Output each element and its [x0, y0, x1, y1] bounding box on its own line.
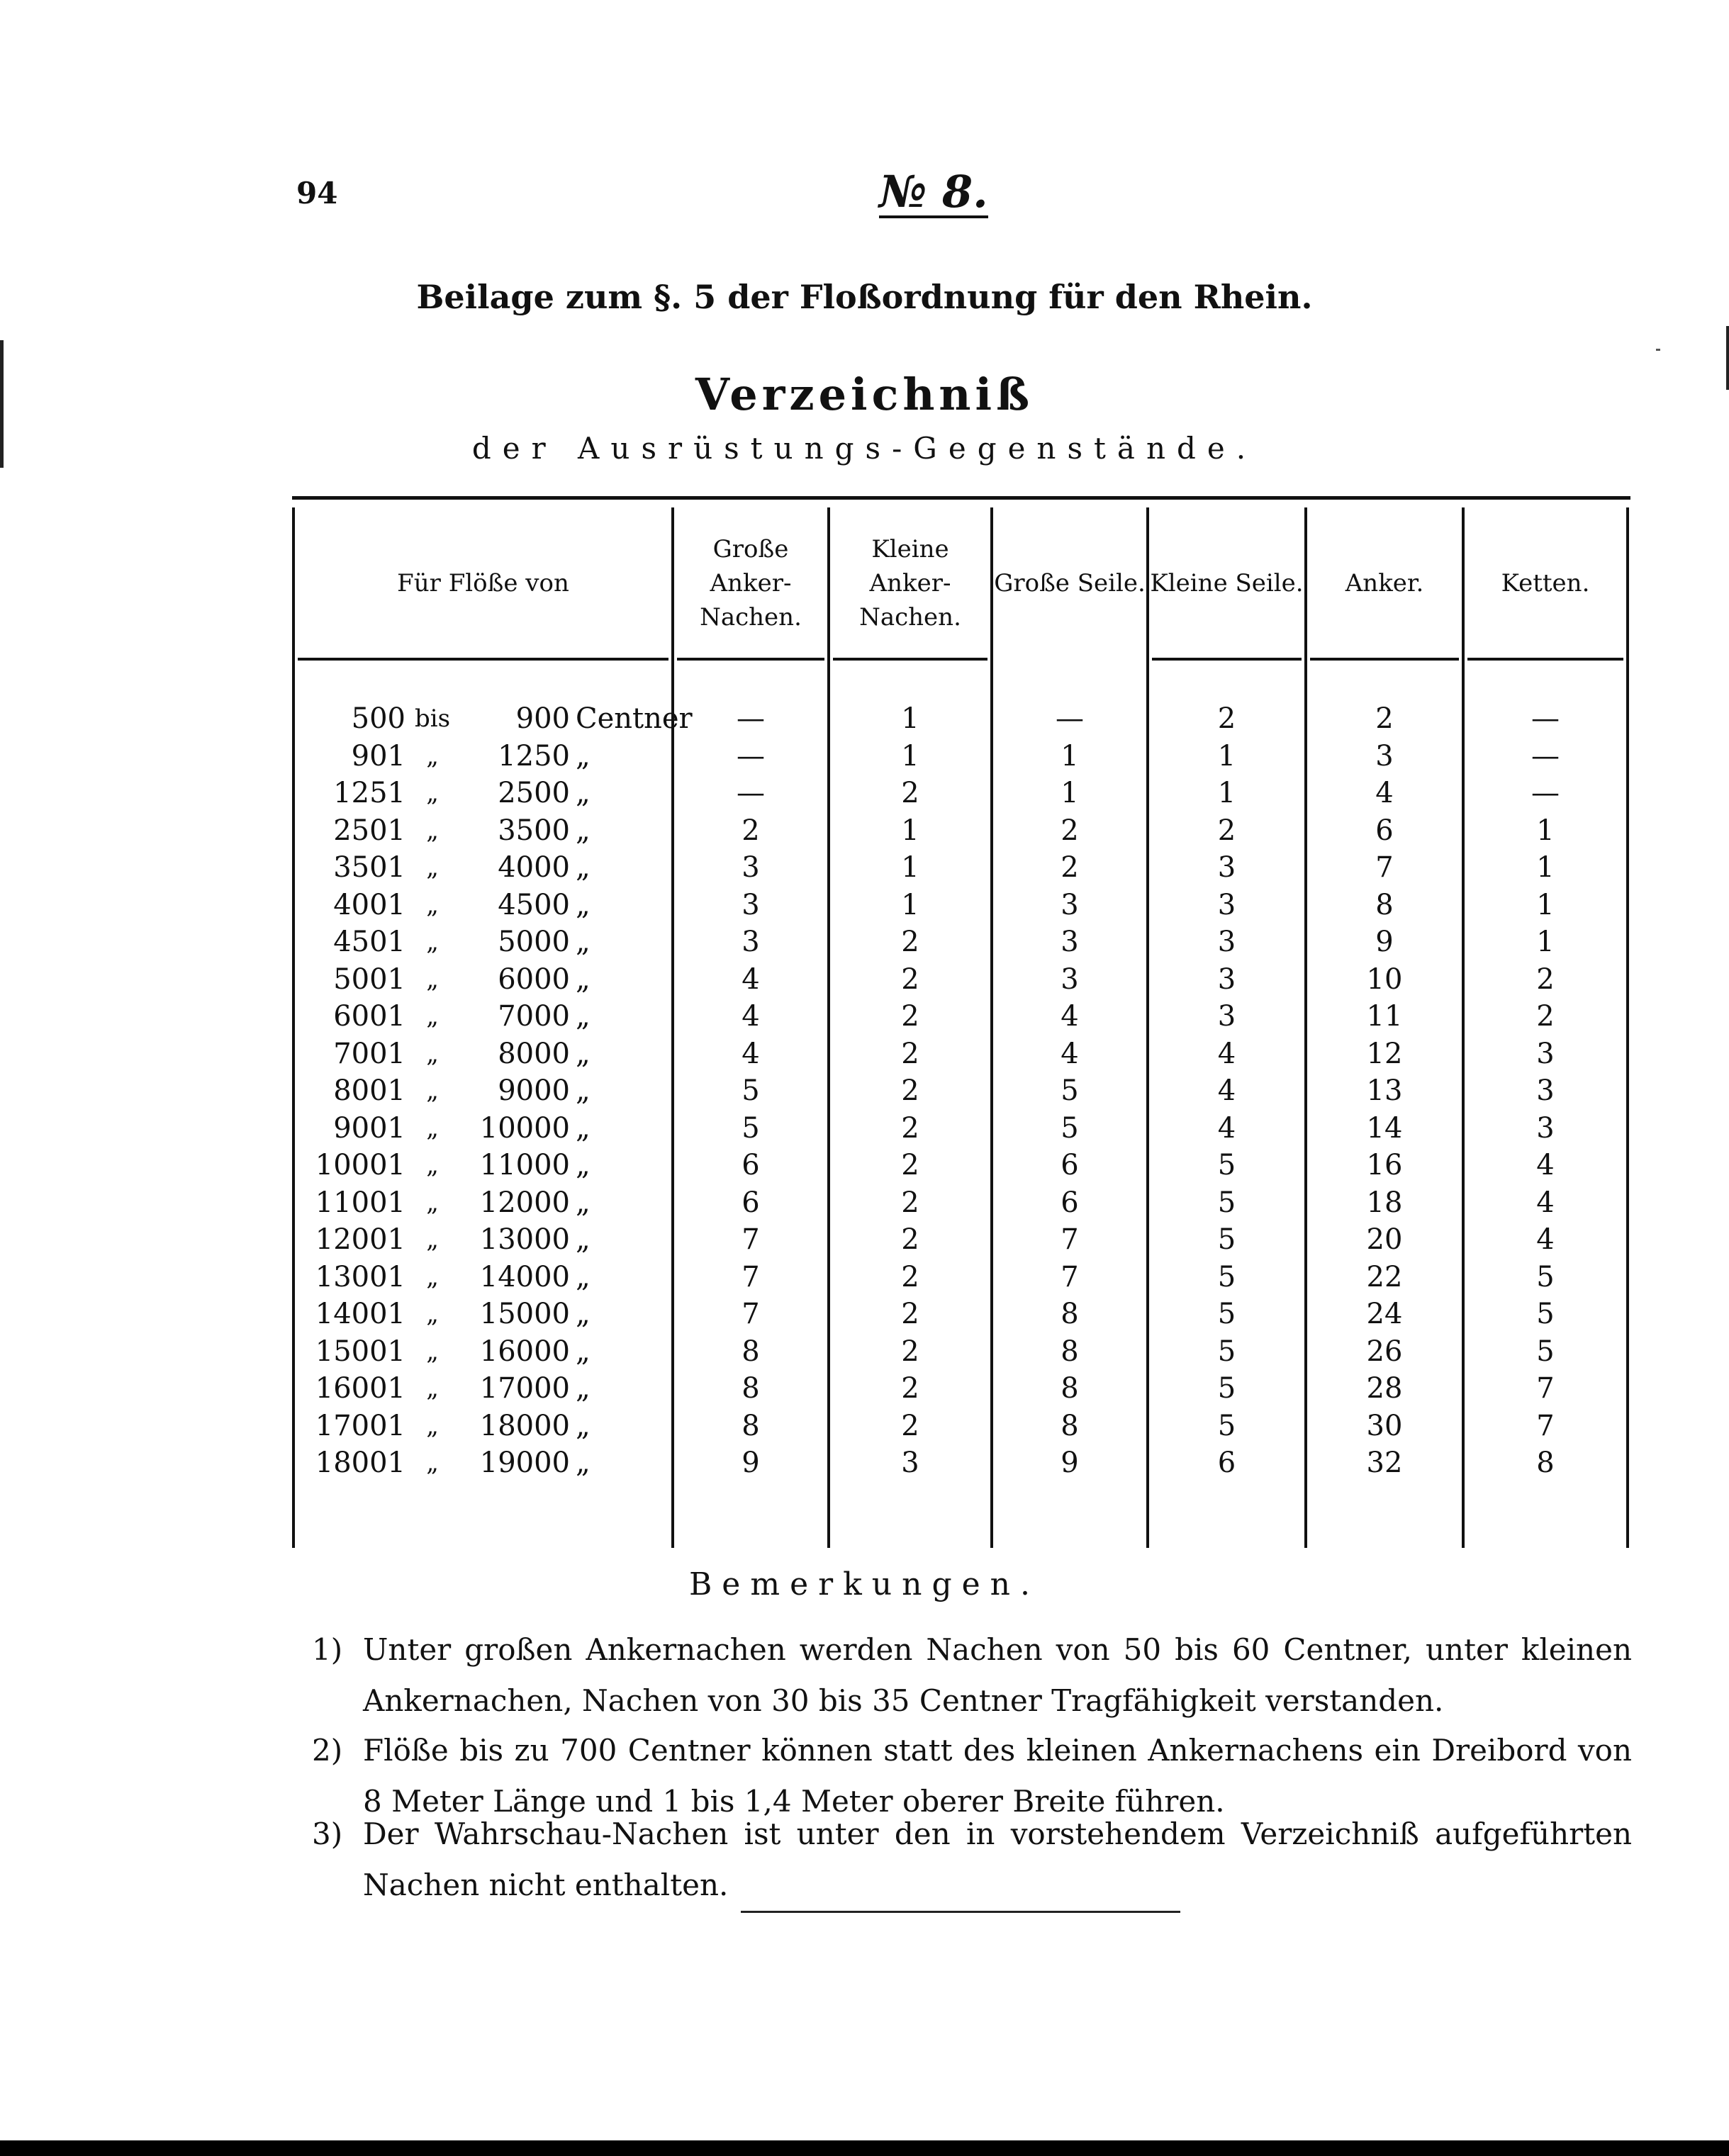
header-rule	[677, 658, 824, 661]
table-cell: 1	[1536, 888, 1555, 921]
table-cell: 13	[1366, 1074, 1403, 1107]
raft-size-to: 12000	[479, 1186, 570, 1219]
table-cell: 2	[901, 1186, 919, 1219]
table-row	[292, 849, 1630, 886]
raft-size-to: 15000	[479, 1298, 570, 1330]
table-cell: 4	[1217, 1037, 1236, 1070]
raft-size-from: 4501	[333, 926, 405, 958]
raft-size-bis: „	[426, 1113, 439, 1142]
raft-size-unit: „	[576, 1447, 591, 1479]
header-rule	[298, 658, 668, 661]
table-cell: 1	[1536, 926, 1555, 958]
table-cell: 2	[901, 1298, 919, 1330]
raft-size-unit: „	[576, 1223, 591, 1256]
header-large-ropes: Große Seile.	[994, 569, 1146, 597]
table-cell: 3	[1536, 1074, 1555, 1107]
table-cell: 2	[901, 962, 919, 996]
table-cell: 9	[1375, 926, 1394, 958]
table-cell: 11	[1366, 1000, 1403, 1033]
raft-size-from: 9001	[333, 1111, 405, 1145]
raft-size-from: 8001	[333, 1074, 405, 1107]
raft-size-unit: „	[576, 814, 591, 847]
remark-text: Unter großen Ankernachen werden Nachen von 50 bis 60 Centner, unter kleinen Ankernachen, Nachen von 30 bis 35 Centner Tragfähigkeit verstanden.	[363, 1632, 1632, 1718]
table-cell: 2	[901, 1335, 919, 1368]
raft-size-unit: „	[576, 851, 591, 884]
table-cell: 3	[1061, 926, 1079, 958]
table-cell: 7	[742, 1298, 760, 1330]
raft-size-from: 901	[351, 739, 405, 773]
remark-number: 1)	[312, 1632, 343, 1667]
table-row	[292, 738, 1630, 775]
table-cell: 2	[901, 1260, 919, 1293]
table-cell: 4	[742, 1000, 760, 1033]
table-cell: 2	[1061, 851, 1079, 884]
raft-size-bis: „	[426, 1449, 439, 1477]
raft-size-to: 1250	[498, 739, 570, 773]
table-cell: 8	[1061, 1372, 1079, 1405]
table-cell: 8	[1536, 1447, 1555, 1479]
table-cell: 5	[1217, 1298, 1236, 1330]
raft-size-to: 10000	[479, 1111, 570, 1145]
raft-size-from: 5001	[333, 962, 405, 996]
table-cell: —	[737, 739, 765, 773]
table-cell: 5	[1536, 1335, 1555, 1368]
header-rule	[1152, 658, 1302, 661]
table-cell: 2	[901, 1409, 919, 1442]
table-cell: 2	[901, 1223, 919, 1256]
table-cell: 7	[1375, 851, 1394, 884]
table-row	[292, 1072, 1630, 1109]
raft-size-to: 14000	[479, 1260, 570, 1293]
title-subheading: der Ausrüstungs-Gegenstände.	[471, 431, 1258, 466]
table-cell: 5	[742, 1111, 760, 1145]
raft-size-from: 18001	[315, 1447, 405, 1479]
raft-size-to: 4500	[498, 888, 570, 921]
table-cell: 32	[1366, 1447, 1403, 1479]
table-cell: —	[1056, 702, 1084, 735]
raft-size-bis: „	[426, 1262, 439, 1291]
raft-size-from: 10001	[315, 1149, 405, 1181]
table-cell: 7	[1536, 1372, 1555, 1405]
table-cell: 3	[1375, 739, 1394, 773]
table-cell: 6	[1217, 1447, 1236, 1479]
table-cell: 20	[1366, 1223, 1403, 1256]
table-cell: 2	[901, 1111, 919, 1145]
table-cell: 24	[1366, 1298, 1403, 1330]
table-cell: 3	[1217, 926, 1236, 958]
table-cell: 2	[1217, 702, 1236, 735]
table-row	[292, 1110, 1630, 1147]
header-rule	[1467, 658, 1623, 661]
table-cell: 3	[1061, 962, 1079, 996]
table-cell: 1	[1061, 777, 1079, 809]
raft-size-bis: „	[426, 1039, 439, 1068]
raft-size-from: 3501	[333, 851, 405, 884]
table-cell: 18	[1366, 1186, 1403, 1219]
table-cell: 2	[1536, 1000, 1555, 1033]
table-cell: 14	[1366, 1111, 1403, 1145]
table-cell: 5	[1061, 1111, 1079, 1145]
remark-number: 3)	[312, 1817, 343, 1851]
raft-size-to: 4000	[498, 851, 570, 884]
table-cell: 16	[1366, 1149, 1403, 1181]
table-cell: 3	[1536, 1111, 1555, 1145]
table-cell: 8	[1061, 1409, 1079, 1442]
raft-size-to: 7000	[498, 1000, 570, 1033]
table-cell: 5	[1061, 1074, 1079, 1107]
end-rule	[741, 1911, 1180, 1913]
raft-size-unit: „	[576, 739, 591, 773]
scan-border	[0, 2140, 1729, 2156]
raft-size-bis: „	[426, 1411, 439, 1440]
raft-size-bis: „	[426, 1300, 439, 1328]
table-cell: 3	[1217, 962, 1236, 996]
table-cell: 5	[1217, 1372, 1236, 1405]
raft-size-from: 500	[351, 702, 405, 735]
table-cell: 1	[1217, 739, 1236, 773]
table-cell: 4	[742, 962, 760, 996]
table-cell: 2	[901, 1037, 919, 1070]
raft-size-to: 11000	[479, 1149, 570, 1181]
table-cell: 3	[1217, 888, 1236, 921]
table-row	[292, 812, 1630, 849]
table-row	[292, 1259, 1630, 1296]
table-cell: 1	[1061, 739, 1079, 773]
table-cell: 9	[1061, 1447, 1079, 1479]
table-cell: 3	[742, 851, 760, 884]
table-cell: 2	[901, 1372, 919, 1405]
table-cell: 2	[901, 777, 919, 809]
raft-size-to: 6000	[498, 962, 570, 996]
remark-item	[312, 1624, 1632, 1727]
raft-size-unit: „	[576, 777, 591, 809]
raft-size-to: 8000	[498, 1037, 570, 1070]
equipment-table	[292, 496, 1630, 1548]
table-cell: 28	[1366, 1372, 1403, 1405]
header-small-anchor-boats: Kleine Anker-Nachen.	[859, 535, 961, 631]
table-cell: 8	[742, 1409, 760, 1442]
table-cell: 5	[742, 1074, 760, 1107]
raft-size-from: 6001	[333, 1000, 405, 1033]
table-cell: 3	[901, 1447, 919, 1479]
table-cell: 6	[1061, 1186, 1079, 1219]
table-cell: 1	[901, 702, 919, 735]
raft-size-unit: „	[576, 1298, 591, 1330]
raft-size-unit: „	[576, 1037, 591, 1070]
table-cell: 2	[742, 814, 760, 847]
table-cell: 6	[742, 1149, 760, 1181]
raft-size-from: 15001	[315, 1335, 405, 1368]
table-cell: 2	[901, 1074, 919, 1107]
raft-size-bis: „	[426, 1337, 439, 1366]
raft-size-from: 13001	[315, 1260, 405, 1293]
raft-size-bis: „	[426, 1151, 439, 1179]
table-cell: 22	[1366, 1260, 1403, 1293]
table-cell: 4	[1536, 1149, 1555, 1181]
raft-size-to: 5000	[498, 926, 570, 958]
raft-size-to: 13000	[479, 1223, 570, 1256]
raft-size-to: 2500	[498, 777, 570, 809]
raft-size-bis: „	[426, 816, 439, 845]
raft-size-from: 11001	[315, 1186, 405, 1219]
table-cell: —	[737, 777, 765, 809]
table-row	[292, 887, 1630, 923]
table-cell: 5	[1536, 1260, 1555, 1293]
table-cell: 7	[1536, 1409, 1555, 1442]
table-cell: 3	[1536, 1037, 1555, 1070]
table-cell: 2	[901, 1000, 919, 1033]
header-raft-size: Für Flöße von	[397, 569, 569, 597]
raft-size-bis: „	[426, 1374, 439, 1403]
raft-size-bis: „	[426, 890, 439, 919]
scan-speck	[1656, 349, 1660, 351]
table-cell: —	[1531, 702, 1560, 735]
table-cell: 1	[901, 888, 919, 921]
table-row	[292, 923, 1630, 960]
table-cell: 1	[901, 851, 919, 884]
raft-size-from: 4001	[333, 888, 405, 921]
table-cell: 5	[1217, 1149, 1236, 1181]
table-cell: 2	[901, 926, 919, 958]
table-cell: 1	[1217, 777, 1236, 809]
raft-size-unit: „	[576, 1409, 591, 1442]
raft-size-unit: „	[576, 888, 591, 921]
table-cell: 7	[1061, 1260, 1079, 1293]
table-cell: 5	[1217, 1409, 1236, 1442]
remark-number: 2)	[312, 1733, 343, 1768]
page-title: Verzeichniß	[695, 369, 1034, 420]
table-cell: 4	[1536, 1223, 1555, 1256]
raft-size-bis: „	[426, 741, 439, 770]
table-cell: 4	[1536, 1186, 1555, 1219]
raft-size-unit: „	[576, 1149, 591, 1181]
table-cell: 4	[1061, 1000, 1079, 1033]
remark-item	[312, 1809, 1632, 1911]
table-top-rule	[292, 496, 1630, 500]
remarks-title: Bemerkungen.	[688, 1566, 1041, 1602]
table-cell: 8	[1061, 1298, 1079, 1330]
table-cell: 1	[1536, 814, 1555, 847]
table-row	[292, 1370, 1630, 1407]
raft-size-from: 14001	[315, 1298, 405, 1330]
remark-text: Der Wahrschau-Nachen ist unter den in vorstehendem Verzeichniß aufgeführten Nachen nicht enthalten.	[363, 1817, 1632, 1902]
table-row	[292, 1147, 1630, 1184]
raft-size-bis: „	[426, 1002, 439, 1031]
remark-text: Flöße bis zu 700 Centner können statt des kleinen Ankernachens ein Dreibord von 8 Meter Länge und 1 bis 1,4 Meter oberer Breite führen.	[363, 1733, 1632, 1819]
header-large-anchor-boats: Große Anker-Nachen.	[700, 535, 802, 631]
header-anchors: Anker.	[1345, 569, 1424, 597]
header-chains: Ketten.	[1501, 569, 1590, 597]
table-row	[292, 1333, 1630, 1370]
raft-size-to: 900	[515, 702, 570, 735]
header-rule	[1310, 658, 1459, 661]
table-cell: 3	[1061, 888, 1079, 921]
table-cell: 4	[1375, 777, 1394, 809]
table-cell: 1	[1536, 851, 1555, 884]
table-cell: 5	[1536, 1298, 1555, 1330]
table-cell: 4	[742, 1037, 760, 1070]
table-cell: 4	[1217, 1074, 1236, 1107]
table-cell: 9	[742, 1447, 760, 1479]
table-cell: 26	[1366, 1335, 1403, 1368]
raft-size-unit: „	[576, 962, 591, 996]
raft-size-to: 19000	[479, 1447, 570, 1479]
table-cell: 6	[1375, 814, 1394, 847]
header-rule	[833, 658, 987, 661]
raft-size-from: 2501	[333, 814, 405, 847]
table-cell: 5	[1217, 1223, 1236, 1256]
table-cell: 2	[1375, 702, 1394, 735]
table-cell: 3	[742, 926, 760, 958]
table-row	[292, 1184, 1630, 1221]
table-cell: 12	[1366, 1037, 1403, 1070]
table-cell: 5	[1217, 1335, 1236, 1368]
table-cell: 4	[1061, 1037, 1079, 1070]
table-cell: 3	[1217, 851, 1236, 884]
table-cell: 1	[901, 814, 919, 847]
raft-size-from: 1251	[333, 777, 405, 809]
table-cell: 8	[742, 1372, 760, 1405]
raft-size-bis: „	[426, 779, 439, 807]
table-cell: —	[737, 702, 765, 735]
table-cell: 6	[742, 1186, 760, 1219]
table-cell: 5	[1217, 1260, 1236, 1293]
table-row	[292, 700, 1630, 737]
table-cell: 4	[1217, 1111, 1236, 1145]
raft-size-unit: Centner	[576, 702, 693, 735]
table-cell: 5	[1217, 1186, 1236, 1219]
table-cell: 8	[742, 1335, 760, 1368]
table-cell: 3	[742, 888, 760, 921]
raft-size-to: 17000	[479, 1372, 570, 1405]
raft-size-unit: „	[576, 1111, 591, 1145]
raft-size-unit: „	[576, 1260, 591, 1293]
table-row	[292, 775, 1630, 812]
table-row	[292, 1221, 1630, 1258]
raft-size-bis: „	[426, 1077, 439, 1105]
table-cell: 8	[1061, 1335, 1079, 1368]
table-cell: 2	[1061, 814, 1079, 847]
raft-size-unit: „	[576, 1074, 591, 1107]
table-cell: 7	[742, 1223, 760, 1256]
raft-size-bis: „	[426, 1225, 439, 1254]
table-row	[292, 1408, 1630, 1444]
table-cell: 3	[1217, 1000, 1236, 1033]
header-small-ropes: Kleine Seile.	[1150, 569, 1304, 597]
raft-size-unit: „	[576, 1335, 591, 1368]
page-subtitle: Beilage zum §. 5 der Floßordnung für den Rhein.	[416, 278, 1313, 316]
raft-size-to: 9000	[498, 1074, 570, 1107]
table-row	[292, 998, 1630, 1035]
raft-size-to: 18000	[479, 1409, 570, 1442]
raft-size-unit: „	[576, 926, 591, 958]
table-cell: 2	[1217, 814, 1236, 847]
raft-size-unit: „	[576, 1000, 591, 1033]
raft-size-from: 12001	[315, 1223, 405, 1256]
table-cell: 6	[1061, 1149, 1079, 1181]
table-row	[292, 1444, 1630, 1481]
table-cell: —	[1531, 739, 1560, 773]
table-cell: 30	[1366, 1409, 1403, 1442]
document-number: № 8.	[879, 166, 988, 218]
raft-size-unit: „	[576, 1372, 591, 1405]
raft-size-bis: „	[426, 928, 439, 956]
table-row	[292, 961, 1630, 998]
table-cell: —	[1531, 777, 1560, 809]
raft-size-unit: „	[576, 1186, 591, 1219]
table-cell: 1	[901, 739, 919, 773]
table-cell: 2	[1536, 962, 1555, 996]
raft-size-from: 17001	[315, 1409, 405, 1442]
raft-size-bis: „	[426, 965, 439, 994]
table-cell: 10	[1366, 962, 1403, 996]
table-cell: 8	[1375, 888, 1394, 921]
raft-size-bis: „	[426, 1188, 439, 1217]
table-row	[292, 1296, 1630, 1332]
raft-size-from: 16001	[315, 1372, 405, 1405]
table-cell: 7	[1061, 1223, 1079, 1256]
raft-size-from: 7001	[333, 1037, 405, 1070]
raft-size-to: 16000	[479, 1335, 570, 1368]
table-row	[292, 1035, 1630, 1072]
table-cell: 2	[901, 1149, 919, 1181]
page-number: 94	[296, 176, 338, 210]
raft-size-to: 3500	[498, 814, 570, 847]
table-cell: 7	[742, 1260, 760, 1293]
raft-size-bis: „	[426, 853, 439, 882]
raft-size-bis: bis	[414, 704, 451, 733]
